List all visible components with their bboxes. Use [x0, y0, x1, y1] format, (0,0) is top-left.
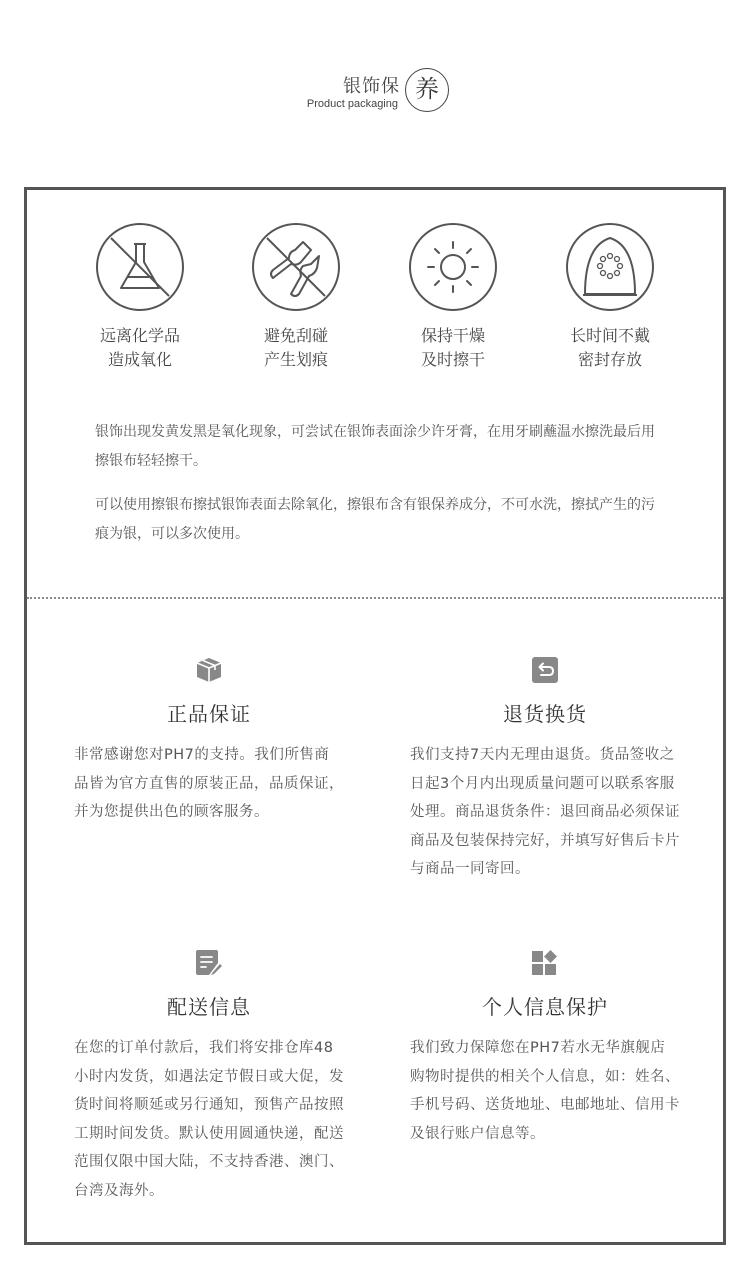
care-tip-dry — [373, 222, 533, 372]
care-tip-store — [530, 222, 690, 372]
service-privacy — [410, 949, 680, 1148]
header-subtitle: Product packaging — [306, 98, 398, 110]
dotted-divider — [27, 597, 723, 599]
no-chemical-flask-icon — [95, 222, 185, 312]
apps-grid-icon — [531, 949, 559, 977]
jewelry-box-icon — [565, 222, 655, 312]
care-tip-scratch — [216, 222, 376, 372]
care-tip-line2: 产生划痕 — [263, 350, 328, 369]
care-tip-line1: 避免刮碰 — [263, 326, 328, 345]
service-title: 配送信息 — [167, 995, 251, 1019]
service-text: 我们致力保障您在PH7若水无华旗舰店购物时提供的相关个人信息，如：姓名、手机号码、送货地址、电邮地址、信用卡及银行账户信息等。 — [410, 1040, 680, 1142]
care-paragraph: 可以使用擦银布擦拭银饰表面去除氧化，擦银布含有银保养成分，不可水洗，擦拭产生的污痕为银，可以多次使用。 — [95, 497, 655, 542]
care-tip-line2: 及时擦干 — [420, 350, 485, 369]
service-title: 个人信息保护 — [482, 995, 608, 1019]
package-box-icon — [195, 656, 223, 684]
document-edit-icon — [195, 949, 223, 977]
care-tip-line1: 长时间不戴 — [569, 326, 650, 345]
header-title: 银饰保 — [343, 76, 400, 97]
care-paragraph: 银饰出现发黄发黑是氧化现象，可尝试在银饰表面涂少许牙膏，在用牙刷蘸温水擦洗最后用擦银布轻轻擦干。 — [95, 424, 655, 469]
service-delivery — [74, 949, 344, 1205]
care-tip-line1: 保持干燥 — [420, 326, 485, 345]
care-tip-chemicals — [60, 222, 220, 372]
service-text: 我们支持7天内无理由退货。货品签收之日起3个月内出现质量问题可以联系客服处理。商品退货条件：退回商品必须保证商品及包装保持完好，并填写好售后卡片与商品一同寄回。 — [410, 747, 680, 877]
service-authentic — [74, 656, 344, 827]
service-title: 退货换货 — [503, 702, 587, 726]
service-text: 在您的订单付款后，我们将安排仓库48小时内发货，如遇法定节假日或大促，发货时间将顺延或另行通知，预售产品按照工期时间发货。默认使用圆通快递，配送范围仅限中国大陆，不支持香港、澳门、台湾及海外。 — [74, 1040, 344, 1199]
sun-icon — [408, 222, 498, 312]
care-tips-row — [0, 222, 750, 382]
no-pliers-icon — [251, 222, 341, 312]
care-tip-line2: 造成氧化 — [107, 350, 172, 369]
return-arrow-icon — [531, 656, 559, 684]
care-tip-line1: 远离化学品 — [99, 326, 180, 345]
care-tip-line2: 密封存放 — [577, 350, 642, 369]
service-returns — [410, 656, 680, 884]
section-header — [0, 66, 750, 116]
service-title: 正品保证 — [167, 702, 251, 726]
service-text: 非常感谢您对PH7的支持。我们所售商品皆为官方直售的原装正品，品质保证，并为您提供出色的顾客服务。 — [74, 747, 344, 820]
header-circle-badge: 养 — [405, 68, 449, 112]
